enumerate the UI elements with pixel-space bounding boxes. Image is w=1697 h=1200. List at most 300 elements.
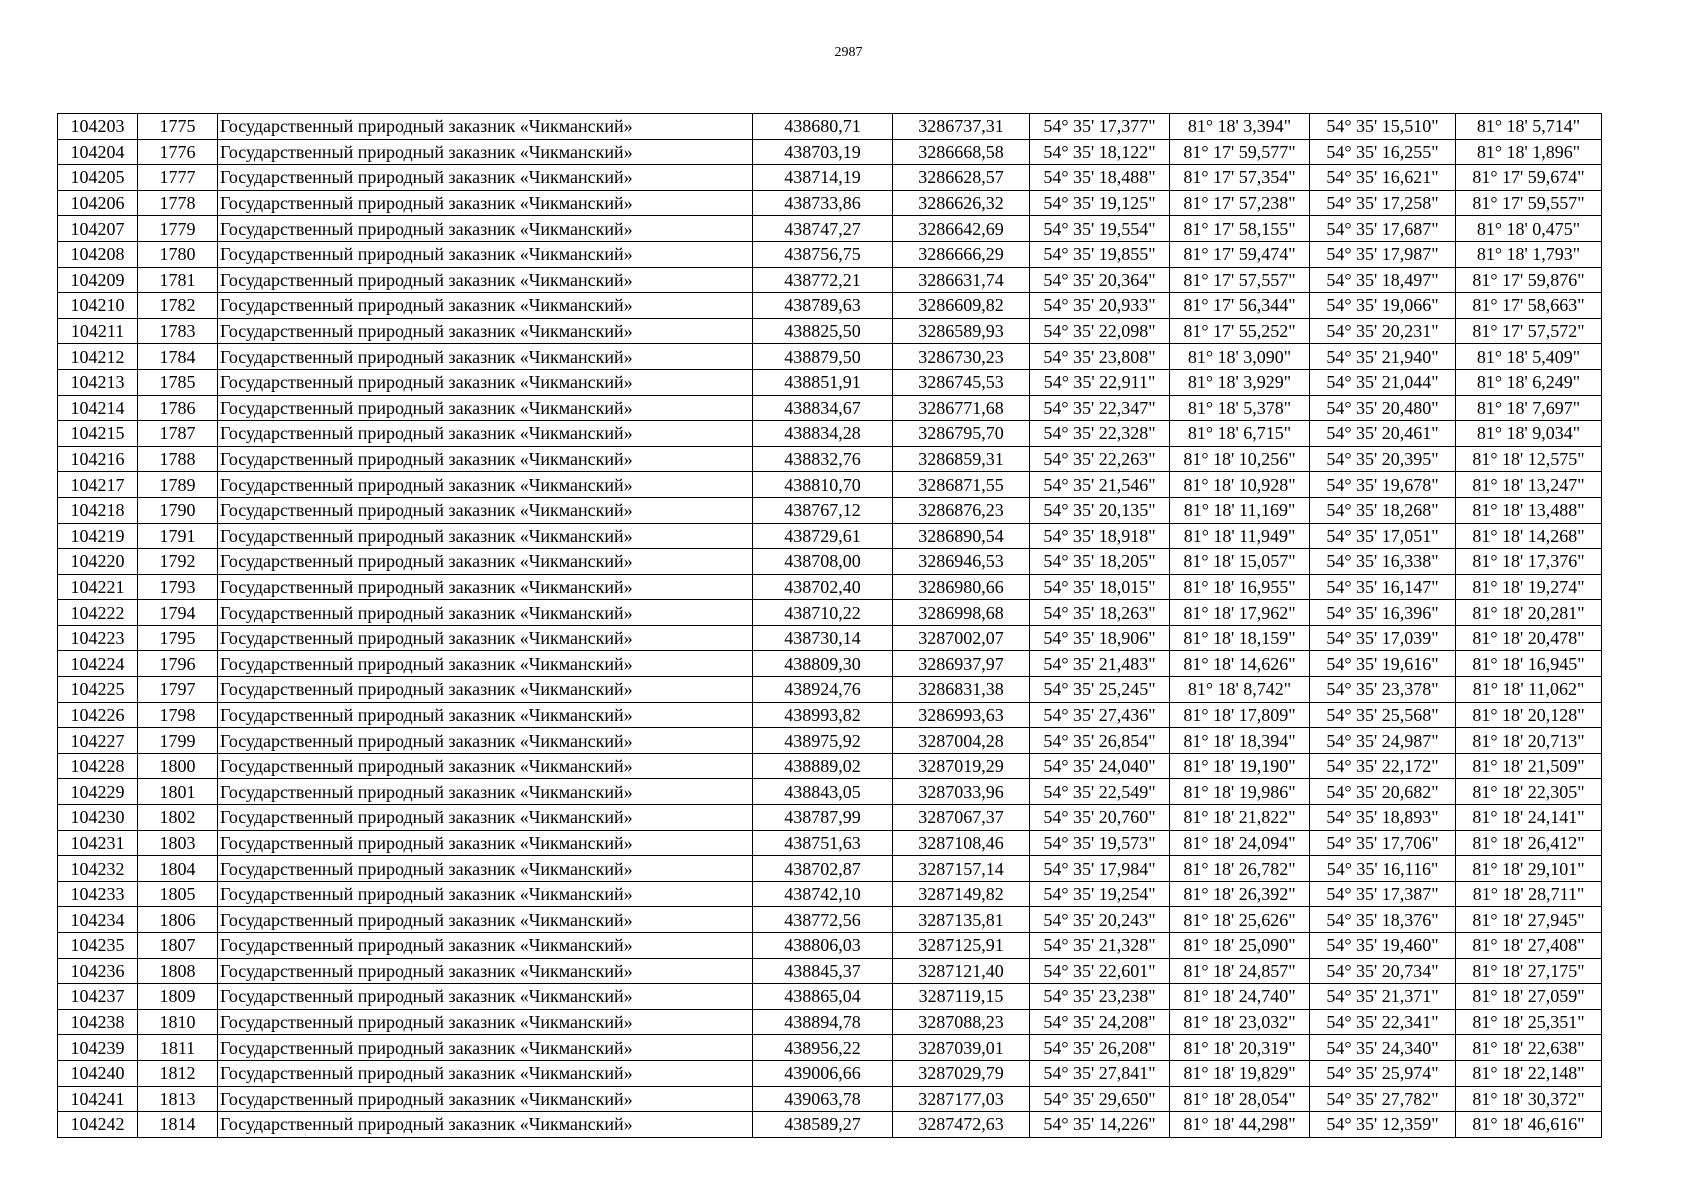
- table-row: [58, 344, 1602, 370]
- lat-1-cell: 54° 35' 29,650": [1030, 1086, 1170, 1112]
- table-row: [58, 600, 1602, 626]
- y-coord-cell: 3286668,58: [893, 139, 1030, 165]
- record-id-cell: 104211: [58, 318, 138, 344]
- name-cell: Государственный природный заказник «Чикманский»: [218, 856, 753, 882]
- lat-1-cell: 54° 35' 23,808": [1030, 344, 1170, 370]
- y-coord-cell: 3287149,82: [893, 881, 1030, 907]
- coordinates-table: [57, 113, 1602, 1138]
- point-number-cell: 1785: [138, 369, 218, 395]
- record-id-cell: 104236: [58, 958, 138, 984]
- lat-1-cell: 54° 35' 23,238": [1030, 984, 1170, 1010]
- point-number-cell: 1802: [138, 805, 218, 831]
- x-coord-cell: 438825,50: [753, 318, 893, 344]
- point-number-cell: 1798: [138, 702, 218, 728]
- name-cell: Государственный природный заказник «Чикманский»: [218, 753, 753, 779]
- lat-2-cell: 54° 35' 17,706": [1310, 830, 1456, 856]
- table-row: [58, 114, 1602, 140]
- x-coord-cell: 438751,63: [753, 830, 893, 856]
- table-row: [58, 933, 1602, 959]
- record-id-cell: 104231: [58, 830, 138, 856]
- record-id-cell: 104217: [58, 472, 138, 498]
- table-row: [58, 856, 1602, 882]
- y-coord-cell: 3287039,01: [893, 1035, 1030, 1061]
- lon-1-cell: 81° 18' 19,986": [1170, 779, 1310, 805]
- x-coord-cell: 438703,19: [753, 139, 893, 165]
- lon-2-cell: 81° 18' 25,351": [1456, 1009, 1602, 1035]
- point-number-cell: 1809: [138, 984, 218, 1010]
- name-cell: Государственный природный заказник «Чикманский»: [218, 497, 753, 523]
- lon-1-cell: 81° 18' 3,090": [1170, 344, 1310, 370]
- name-cell: Государственный природный заказник «Чикманский»: [218, 190, 753, 216]
- name-cell: Государственный природный заказник «Чикманский»: [218, 241, 753, 267]
- page-number: 2987: [834, 45, 863, 60]
- lon-2-cell: 81° 18' 12,575": [1456, 446, 1602, 472]
- record-id-cell: 104228: [58, 753, 138, 779]
- table-row: [58, 881, 1602, 907]
- x-coord-cell: 438767,12: [753, 497, 893, 523]
- x-coord-cell: 438894,78: [753, 1009, 893, 1035]
- y-coord-cell: 3286771,68: [893, 395, 1030, 421]
- record-id-cell: 104213: [58, 369, 138, 395]
- x-coord-cell: 438865,04: [753, 984, 893, 1010]
- lon-1-cell: 81° 17' 55,252": [1170, 318, 1310, 344]
- y-coord-cell: 3287033,96: [893, 779, 1030, 805]
- lon-2-cell: 81° 18' 22,305": [1456, 779, 1602, 805]
- lon-1-cell: 81° 18' 17,809": [1170, 702, 1310, 728]
- lat-1-cell: 54° 35' 19,573": [1030, 830, 1170, 856]
- point-number-cell: 1811: [138, 1035, 218, 1061]
- lat-2-cell: 54° 35' 17,687": [1310, 216, 1456, 242]
- y-coord-cell: 3286871,55: [893, 472, 1030, 498]
- x-coord-cell: 438834,28: [753, 421, 893, 447]
- lat-2-cell: 54° 35' 25,568": [1310, 702, 1456, 728]
- lon-2-cell: 81° 18' 13,488": [1456, 497, 1602, 523]
- name-cell: Государственный природный заказник «Чикманский»: [218, 574, 753, 600]
- record-id-cell: 104241: [58, 1086, 138, 1112]
- point-number-cell: 1776: [138, 139, 218, 165]
- y-coord-cell: 3286831,38: [893, 677, 1030, 703]
- table-row: [58, 1060, 1602, 1086]
- lon-2-cell: 81° 18' 20,478": [1456, 625, 1602, 651]
- x-coord-cell: 438680,71: [753, 114, 893, 140]
- lon-2-cell: 81° 18' 29,101": [1456, 856, 1602, 882]
- x-coord-cell: 439006,66: [753, 1060, 893, 1086]
- y-coord-cell: 3286666,29: [893, 241, 1030, 267]
- y-coord-cell: 3286998,68: [893, 600, 1030, 626]
- lat-1-cell: 54° 35' 25,245": [1030, 677, 1170, 703]
- x-coord-cell: 438742,10: [753, 881, 893, 907]
- y-coord-cell: 3287067,37: [893, 805, 1030, 831]
- y-coord-cell: 3286946,53: [893, 549, 1030, 575]
- name-cell: Государственный природный заказник «Чикманский»: [218, 369, 753, 395]
- record-id-cell: 104242: [58, 1112, 138, 1138]
- lat-2-cell: 54° 35' 18,497": [1310, 267, 1456, 293]
- lat-2-cell: 54° 35' 24,987": [1310, 728, 1456, 754]
- lon-2-cell: 81° 18' 20,128": [1456, 702, 1602, 728]
- record-id-cell: 104205: [58, 165, 138, 191]
- lat-2-cell: 54° 35' 17,987": [1310, 241, 1456, 267]
- record-id-cell: 104215: [58, 421, 138, 447]
- lon-2-cell: 81° 18' 20,713": [1456, 728, 1602, 754]
- record-id-cell: 104218: [58, 497, 138, 523]
- x-coord-cell: 438845,37: [753, 958, 893, 984]
- lon-2-cell: 81° 18' 14,268": [1456, 523, 1602, 549]
- y-coord-cell: 3286795,70: [893, 421, 1030, 447]
- x-coord-cell: 438889,02: [753, 753, 893, 779]
- table-row: [58, 907, 1602, 933]
- lat-1-cell: 54° 35' 20,760": [1030, 805, 1170, 831]
- lon-1-cell: 81° 18' 14,626": [1170, 651, 1310, 677]
- table-row: [58, 139, 1602, 165]
- record-id-cell: 104207: [58, 216, 138, 242]
- lat-2-cell: 54° 35' 16,621": [1310, 165, 1456, 191]
- lat-1-cell: 54° 35' 18,015": [1030, 574, 1170, 600]
- y-coord-cell: 3286626,32: [893, 190, 1030, 216]
- name-cell: Государственный природный заказник «Чикманский»: [218, 523, 753, 549]
- y-coord-cell: 3287121,40: [893, 958, 1030, 984]
- lat-2-cell: 54° 35' 20,480": [1310, 395, 1456, 421]
- x-coord-cell: 438993,82: [753, 702, 893, 728]
- lat-1-cell: 54° 35' 19,855": [1030, 241, 1170, 267]
- y-coord-cell: 3287019,29: [893, 753, 1030, 779]
- lon-1-cell: 81° 18' 24,094": [1170, 830, 1310, 856]
- table-row: [58, 241, 1602, 267]
- table-row: [58, 1035, 1602, 1061]
- point-number-cell: 1808: [138, 958, 218, 984]
- lat-2-cell: 54° 35' 19,616": [1310, 651, 1456, 677]
- lat-2-cell: 54° 35' 16,396": [1310, 600, 1456, 626]
- x-coord-cell: 438879,50: [753, 344, 893, 370]
- lat-2-cell: 54° 35' 20,461": [1310, 421, 1456, 447]
- x-coord-cell: 439063,78: [753, 1086, 893, 1112]
- lat-1-cell: 54° 35' 24,040": [1030, 753, 1170, 779]
- lat-2-cell: 54° 35' 18,893": [1310, 805, 1456, 831]
- lat-2-cell: 54° 35' 12,359": [1310, 1112, 1456, 1138]
- point-number-cell: 1799: [138, 728, 218, 754]
- x-coord-cell: 438747,27: [753, 216, 893, 242]
- name-cell: Государственный природный заказник «Чикманский»: [218, 830, 753, 856]
- lat-1-cell: 54° 35' 27,436": [1030, 702, 1170, 728]
- lat-1-cell: 54° 35' 18,488": [1030, 165, 1170, 191]
- lon-1-cell: 81° 18' 15,057": [1170, 549, 1310, 575]
- x-coord-cell: 438733,86: [753, 190, 893, 216]
- table-row: [58, 1009, 1602, 1035]
- record-id-cell: 104226: [58, 702, 138, 728]
- record-id-cell: 104234: [58, 907, 138, 933]
- table-row: [58, 805, 1602, 831]
- point-number-cell: 1789: [138, 472, 218, 498]
- name-cell: Государственный природный заказник «Чикманский»: [218, 318, 753, 344]
- table-row: [58, 984, 1602, 1010]
- point-number-cell: 1806: [138, 907, 218, 933]
- table-row: [58, 830, 1602, 856]
- x-coord-cell: 438729,61: [753, 523, 893, 549]
- lon-2-cell: 81° 18' 22,148": [1456, 1060, 1602, 1086]
- lat-1-cell: 54° 35' 21,546": [1030, 472, 1170, 498]
- table-row: [58, 497, 1602, 523]
- point-number-cell: 1778: [138, 190, 218, 216]
- x-coord-cell: 438589,27: [753, 1112, 893, 1138]
- y-coord-cell: 3286737,31: [893, 114, 1030, 140]
- table-row: [58, 702, 1602, 728]
- y-coord-cell: 3286993,63: [893, 702, 1030, 728]
- lon-2-cell: 81° 17' 59,557": [1456, 190, 1602, 216]
- record-id-cell: 104219: [58, 523, 138, 549]
- x-coord-cell: 438832,76: [753, 446, 893, 472]
- point-number-cell: 1810: [138, 1009, 218, 1035]
- point-number-cell: 1801: [138, 779, 218, 805]
- lon-2-cell: 81° 18' 20,281": [1456, 600, 1602, 626]
- lat-1-cell: 54° 35' 17,984": [1030, 856, 1170, 882]
- lat-2-cell: 54° 35' 17,039": [1310, 625, 1456, 651]
- lat-2-cell: 54° 35' 21,371": [1310, 984, 1456, 1010]
- name-cell: Государственный природный заказник «Чикманский»: [218, 984, 753, 1010]
- lat-2-cell: 54° 35' 27,782": [1310, 1086, 1456, 1112]
- lat-1-cell: 54° 35' 18,263": [1030, 600, 1170, 626]
- record-id-cell: 104210: [58, 293, 138, 319]
- lon-1-cell: 81° 18' 24,857": [1170, 958, 1310, 984]
- lon-1-cell: 81° 17' 57,557": [1170, 267, 1310, 293]
- record-id-cell: 104221: [58, 574, 138, 600]
- lon-1-cell: 81° 18' 44,298": [1170, 1112, 1310, 1138]
- table-row: [58, 523, 1602, 549]
- x-coord-cell: 438710,22: [753, 600, 893, 626]
- record-id-cell: 104222: [58, 600, 138, 626]
- lat-1-cell: 54° 35' 18,205": [1030, 549, 1170, 575]
- table-row: [58, 958, 1602, 984]
- lat-1-cell: 54° 35' 21,328": [1030, 933, 1170, 959]
- lon-1-cell: 81° 18' 17,962": [1170, 600, 1310, 626]
- point-number-cell: 1792: [138, 549, 218, 575]
- point-number-cell: 1786: [138, 395, 218, 421]
- x-coord-cell: 438956,22: [753, 1035, 893, 1061]
- lat-1-cell: 54° 35' 20,243": [1030, 907, 1170, 933]
- lon-1-cell: 81° 18' 26,782": [1170, 856, 1310, 882]
- lon-2-cell: 81° 17' 58,663": [1456, 293, 1602, 319]
- name-cell: Государственный природный заказник «Чикманский»: [218, 1112, 753, 1138]
- point-number-cell: 1791: [138, 523, 218, 549]
- table-row: [58, 625, 1602, 651]
- lon-2-cell: 81° 18' 22,638": [1456, 1035, 1602, 1061]
- point-number-cell: 1803: [138, 830, 218, 856]
- lon-1-cell: 81° 18' 10,256": [1170, 446, 1310, 472]
- lon-2-cell: 81° 17' 59,876": [1456, 267, 1602, 293]
- name-cell: Государственный природный заказник «Чикманский»: [218, 651, 753, 677]
- record-id-cell: 104204: [58, 139, 138, 165]
- record-id-cell: 104206: [58, 190, 138, 216]
- table-row: [58, 651, 1602, 677]
- lon-2-cell: 81° 18' 11,062": [1456, 677, 1602, 703]
- y-coord-cell: 3287088,23: [893, 1009, 1030, 1035]
- lon-1-cell: 81° 18' 20,319": [1170, 1035, 1310, 1061]
- lat-2-cell: 54° 35' 24,340": [1310, 1035, 1456, 1061]
- lat-1-cell: 54° 35' 19,125": [1030, 190, 1170, 216]
- y-coord-cell: 3286642,69: [893, 216, 1030, 242]
- record-id-cell: 104240: [58, 1060, 138, 1086]
- lat-1-cell: 54° 35' 21,483": [1030, 651, 1170, 677]
- lat-2-cell: 54° 35' 21,940": [1310, 344, 1456, 370]
- x-coord-cell: 438756,75: [753, 241, 893, 267]
- lat-1-cell: 54° 35' 20,364": [1030, 267, 1170, 293]
- lat-2-cell: 54° 35' 21,044": [1310, 369, 1456, 395]
- record-id-cell: 104239: [58, 1035, 138, 1061]
- table-row: [58, 293, 1602, 319]
- table-row: [58, 369, 1602, 395]
- y-coord-cell: 3286859,31: [893, 446, 1030, 472]
- name-cell: Государственный природный заказник «Чикманский»: [218, 395, 753, 421]
- lat-1-cell: 54° 35' 22,328": [1030, 421, 1170, 447]
- point-number-cell: 1812: [138, 1060, 218, 1086]
- lon-2-cell: 81° 18' 1,793": [1456, 241, 1602, 267]
- lon-1-cell: 81° 18' 21,822": [1170, 805, 1310, 831]
- lat-2-cell: 54° 35' 25,974": [1310, 1060, 1456, 1086]
- name-cell: Государственный природный заказник «Чикманский»: [218, 881, 753, 907]
- name-cell: Государственный природный заказник «Чикманский»: [218, 114, 753, 140]
- lon-2-cell: 81° 18' 16,945": [1456, 651, 1602, 677]
- lon-1-cell: 81° 18' 19,190": [1170, 753, 1310, 779]
- lon-1-cell: 81° 17' 57,354": [1170, 165, 1310, 191]
- lat-2-cell: 54° 35' 22,341": [1310, 1009, 1456, 1035]
- y-coord-cell: 3287029,79: [893, 1060, 1030, 1086]
- lon-2-cell: 81° 18' 6,249": [1456, 369, 1602, 395]
- lon-1-cell: 81° 18' 19,829": [1170, 1060, 1310, 1086]
- point-number-cell: 1804: [138, 856, 218, 882]
- x-coord-cell: 438851,91: [753, 369, 893, 395]
- table-row: [58, 421, 1602, 447]
- y-coord-cell: 3286589,93: [893, 318, 1030, 344]
- lon-1-cell: 81° 18' 18,159": [1170, 625, 1310, 651]
- table-row: [58, 318, 1602, 344]
- name-cell: Государственный природный заказник «Чикманский»: [218, 958, 753, 984]
- table-row: [58, 216, 1602, 242]
- lon-1-cell: 81° 18' 3,394": [1170, 114, 1310, 140]
- lon-2-cell: 81° 18' 27,945": [1456, 907, 1602, 933]
- point-number-cell: 1794: [138, 600, 218, 626]
- lat-1-cell: 54° 35' 19,554": [1030, 216, 1170, 242]
- lon-2-cell: 81° 18' 5,714": [1456, 114, 1602, 140]
- lat-1-cell: 54° 35' 22,347": [1030, 395, 1170, 421]
- lat-2-cell: 54° 35' 16,116": [1310, 856, 1456, 882]
- lon-1-cell: 81° 18' 11,169": [1170, 497, 1310, 523]
- y-coord-cell: 3286745,53: [893, 369, 1030, 395]
- lat-2-cell: 54° 35' 20,395": [1310, 446, 1456, 472]
- x-coord-cell: 438843,05: [753, 779, 893, 805]
- lat-2-cell: 54° 35' 18,268": [1310, 497, 1456, 523]
- y-coord-cell: 3286980,66: [893, 574, 1030, 600]
- lon-2-cell: 81° 18' 21,509": [1456, 753, 1602, 779]
- lon-1-cell: 81° 18' 6,715": [1170, 421, 1310, 447]
- x-coord-cell: 438714,19: [753, 165, 893, 191]
- lon-2-cell: 81° 18' 30,372": [1456, 1086, 1602, 1112]
- lat-1-cell: 54° 35' 22,911": [1030, 369, 1170, 395]
- name-cell: Государственный природный заказник «Чикманский»: [218, 344, 753, 370]
- point-number-cell: 1814: [138, 1112, 218, 1138]
- lat-1-cell: 54° 35' 18,918": [1030, 523, 1170, 549]
- x-coord-cell: 438730,14: [753, 625, 893, 651]
- name-cell: Государственный природный заказник «Чикманский»: [218, 472, 753, 498]
- lat-2-cell: 54° 35' 15,510": [1310, 114, 1456, 140]
- y-coord-cell: 3287472,63: [893, 1112, 1030, 1138]
- point-number-cell: 1787: [138, 421, 218, 447]
- y-coord-cell: 3286631,74: [893, 267, 1030, 293]
- lat-1-cell: 54° 35' 20,933": [1030, 293, 1170, 319]
- lon-2-cell: 81° 18' 9,034": [1456, 421, 1602, 447]
- lon-2-cell: 81° 18' 19,274": [1456, 574, 1602, 600]
- name-cell: Государственный природный заказник «Чикманский»: [218, 1060, 753, 1086]
- lat-1-cell: 54° 35' 18,906": [1030, 625, 1170, 651]
- table-row: [58, 779, 1602, 805]
- lon-2-cell: 81° 18' 17,376": [1456, 549, 1602, 575]
- lon-1-cell: 81° 17' 59,577": [1170, 139, 1310, 165]
- lon-2-cell: 81° 17' 57,572": [1456, 318, 1602, 344]
- point-number-cell: 1783: [138, 318, 218, 344]
- record-id-cell: 104208: [58, 241, 138, 267]
- lon-2-cell: 81° 18' 27,059": [1456, 984, 1602, 1010]
- lon-1-cell: 81° 17' 57,238": [1170, 190, 1310, 216]
- x-coord-cell: 438772,56: [753, 907, 893, 933]
- lon-1-cell: 81° 17' 58,155": [1170, 216, 1310, 242]
- lon-2-cell: 81° 18' 26,412": [1456, 830, 1602, 856]
- point-number-cell: 1782: [138, 293, 218, 319]
- lon-1-cell: 81° 18' 18,394": [1170, 728, 1310, 754]
- lat-2-cell: 54° 35' 20,734": [1310, 958, 1456, 984]
- point-number-cell: 1807: [138, 933, 218, 959]
- lon-1-cell: 81° 18' 5,378": [1170, 395, 1310, 421]
- name-cell: Государственный природный заказник «Чикманский»: [218, 600, 753, 626]
- x-coord-cell: 438975,92: [753, 728, 893, 754]
- lat-2-cell: 54° 35' 17,387": [1310, 881, 1456, 907]
- point-number-cell: 1800: [138, 753, 218, 779]
- lon-1-cell: 81° 18' 3,929": [1170, 369, 1310, 395]
- point-number-cell: 1784: [138, 344, 218, 370]
- lon-1-cell: 81° 18' 16,955": [1170, 574, 1310, 600]
- name-cell: Государственный природный заказник «Чикманский»: [218, 293, 753, 319]
- name-cell: Государственный природный заказник «Чикманский»: [218, 421, 753, 447]
- record-id-cell: 104214: [58, 395, 138, 421]
- name-cell: Государственный природный заказник «Чикманский»: [218, 933, 753, 959]
- y-coord-cell: 3287119,15: [893, 984, 1030, 1010]
- lon-1-cell: 81° 18' 11,949": [1170, 523, 1310, 549]
- lon-1-cell: 81° 18' 26,392": [1170, 881, 1310, 907]
- lat-1-cell: 54° 35' 22,263": [1030, 446, 1170, 472]
- record-id-cell: 104232: [58, 856, 138, 882]
- table-row: [58, 267, 1602, 293]
- x-coord-cell: 438772,21: [753, 267, 893, 293]
- lon-2-cell: 81° 18' 28,711": [1456, 881, 1602, 907]
- x-coord-cell: 438702,87: [753, 856, 893, 882]
- lat-1-cell: 54° 35' 26,854": [1030, 728, 1170, 754]
- record-id-cell: 104238: [58, 1009, 138, 1035]
- x-coord-cell: 438834,67: [753, 395, 893, 421]
- lon-2-cell: 81° 18' 27,175": [1456, 958, 1602, 984]
- point-number-cell: 1775: [138, 114, 218, 140]
- point-number-cell: 1788: [138, 446, 218, 472]
- x-coord-cell: 438809,30: [753, 651, 893, 677]
- name-cell: Государственный природный заказник «Чикманский»: [218, 625, 753, 651]
- record-id-cell: 104216: [58, 446, 138, 472]
- x-coord-cell: 438708,00: [753, 549, 893, 575]
- table-row: [58, 549, 1602, 575]
- y-coord-cell: 3286890,54: [893, 523, 1030, 549]
- lon-2-cell: 81° 17' 59,674": [1456, 165, 1602, 191]
- lat-1-cell: 54° 35' 22,549": [1030, 779, 1170, 805]
- lon-1-cell: 81° 18' 25,626": [1170, 907, 1310, 933]
- record-id-cell: 104229: [58, 779, 138, 805]
- table-row: [58, 1112, 1602, 1138]
- record-id-cell: 104227: [58, 728, 138, 754]
- lat-2-cell: 54° 35' 16,338": [1310, 549, 1456, 575]
- lon-2-cell: 81° 18' 7,697": [1456, 395, 1602, 421]
